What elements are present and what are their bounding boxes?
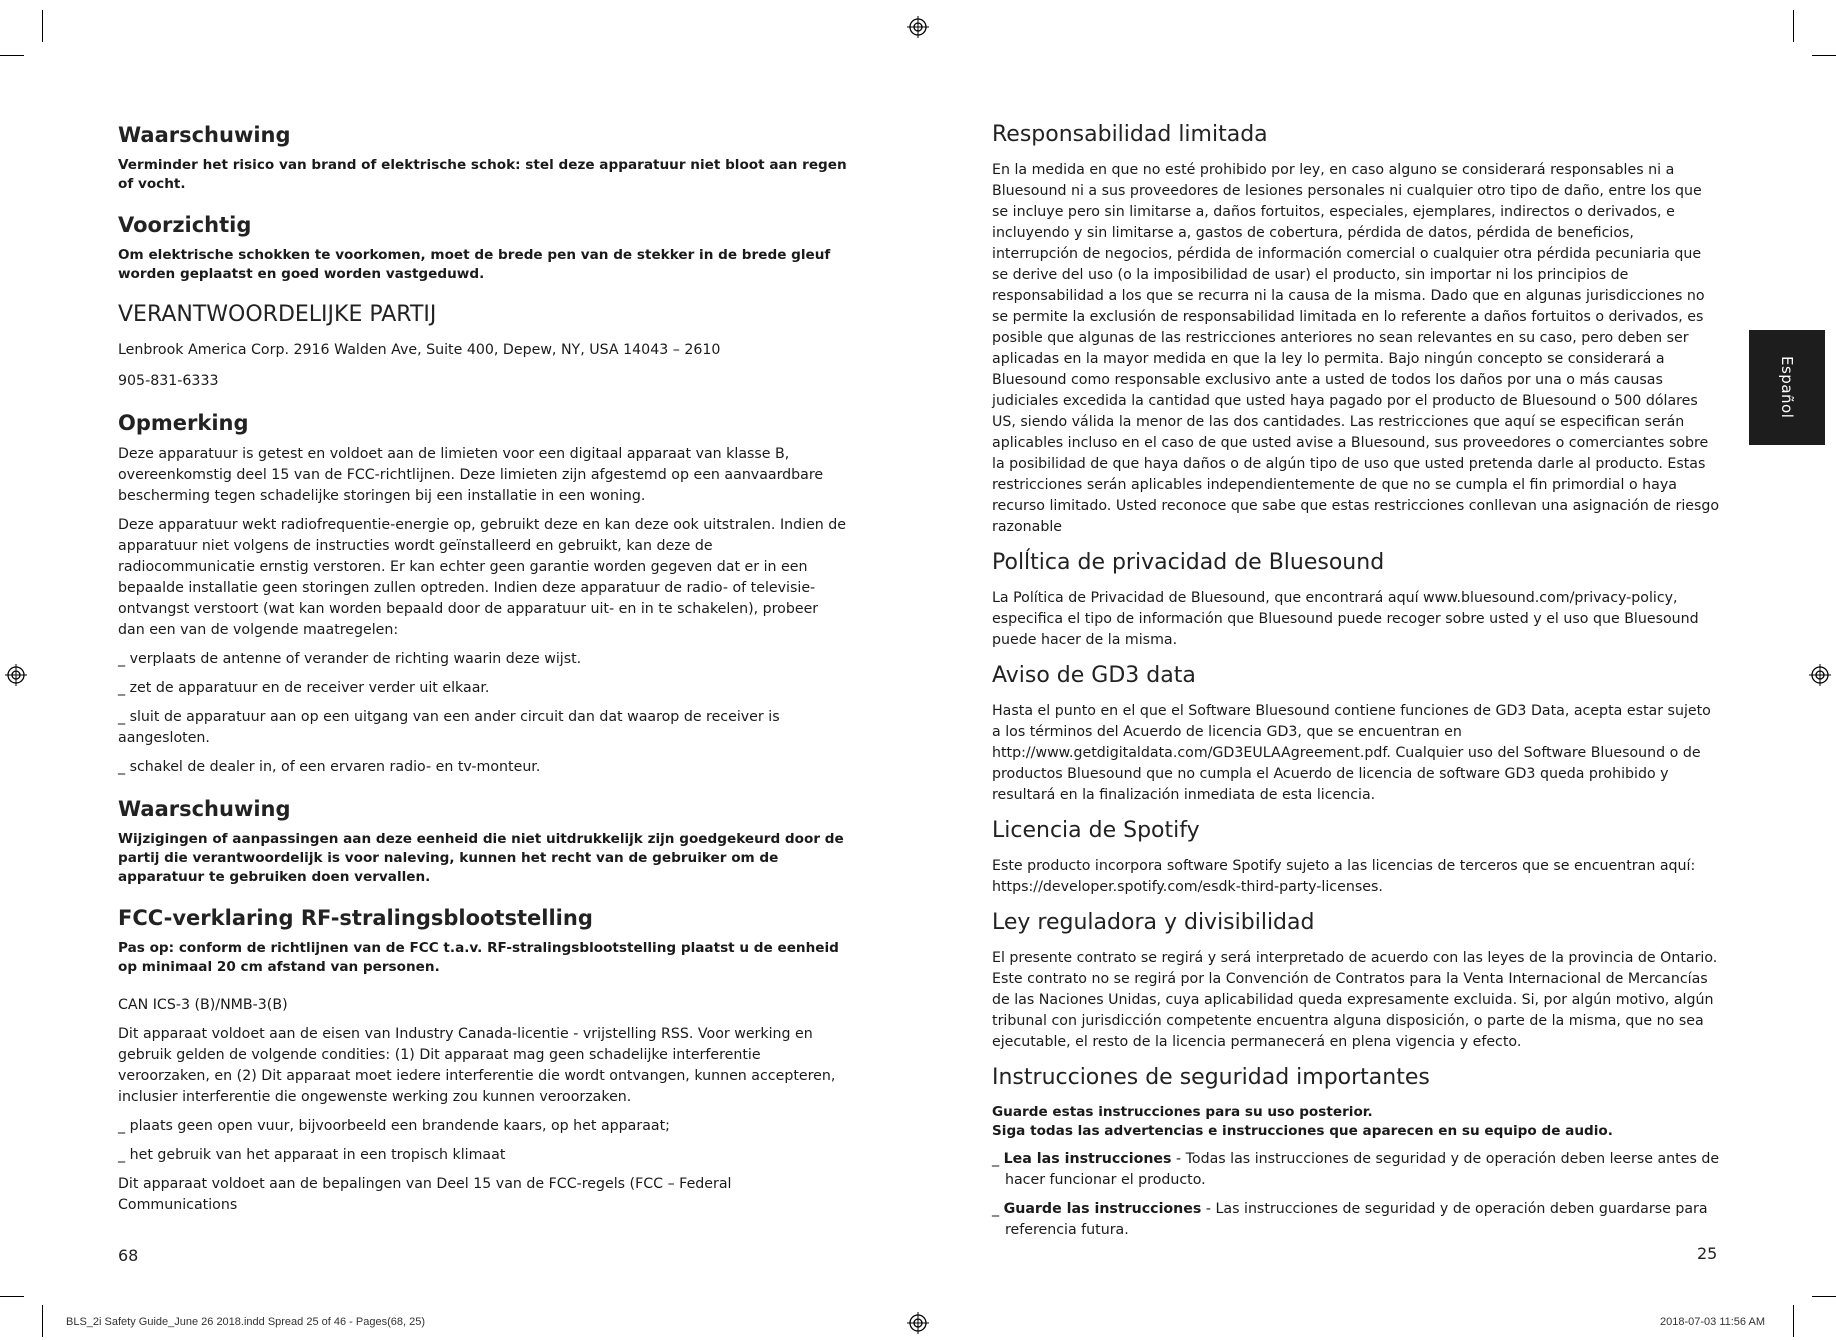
crop-mark [1793,1305,1794,1337]
liability-heading: Responsabilidad limitada [992,122,1268,147]
crop-mark [1793,10,1794,42]
note-heading: Opmerking [118,411,249,435]
caution-text: Om elektrische schokken te voorkomen, moet de brede pen van de stekker in de brede gleuf worden geplaatst en goed worden vastgeduwd. [118,247,831,282]
can-heading: CAN ICS-3 (B)/NMB-3(B) [118,997,288,1013]
law-heading: Ley reguladora y divisibilidad [992,910,1315,935]
crop-mark [42,10,43,42]
privacy-text: La Política de Privacidad de Bluesound, que encontrará aquí www.bluesound.com/privacy-policy, especifica el tipo de información que Bluesound puede recoger sobre usted y el uso que Bluesound puede hacer de la misma. [992,590,1699,648]
crop-mark [42,1305,43,1337]
fcc-heading: FCC-verklaring RF-stralingsblootstelling [118,906,593,930]
crop-mark [1812,1296,1836,1297]
page-number: 25 [1697,1244,1718,1263]
file-info: BLS_2i Safety Guide_June 26 2018.indd Spread 25 of 46 - Pages(68, 25) [66,1316,425,1328]
law-text: El presente contrato se regirá y será interpretado de acuerdo con las leyes de la provincia de Ontario. Este contrato no se regirá por la Convención de Contratos para la Venta Internacional de Mercancías de las Naciones Unidas, cuya aplicabilidad queda expresamente excluida. Si, por algún motivo, algún tribunal con jurisdicción competente encuentra alguna disposición, o parte de la misma, que no sea ejecutable, el resto de la licencia permanecerá en plena vigencia y efecto. [992,950,1718,1050]
note-list-item: _ verplaats de antenne of verander de richting waarin deze wijst. [118,651,582,667]
note-paragraph: Deze apparatuur wekt radiofrequentie-energie op, gebruikt deze en kan deze ook uitstralen. Indien de apparatuur niet volgens de instructies wordt geïnstalleerd en gebruikt, kan deze de radiocommunicatie ernstig verstoren. Er kan echter geen garantie worden gegeven dat er in een bepaalde installatie geen storingen zullen optreden. Indien deze apparatuur de radio- of televisie-ontvangst verstoort (wat kan worden bepaald door de apparatuur uit- en in te schakelen), probeer dan een van de volgende maatregelen: [118,517,847,638]
warning-heading: Waarschuwing [118,123,291,147]
safety-bold-line: Guarde estas instrucciones para su uso posterior. [992,1104,1373,1120]
language-tab [1749,330,1825,445]
safety-bold-line: Siga todas las advertencias e instrucciones que aparecen en su equipo de audio. [992,1123,1613,1139]
note-list-item: _ zet de apparatuur en de receiver verder uit elkaar. [118,680,490,696]
note-list-item: _ sluit de apparatuur aan op een uitgang van een ander circuit dan dat waarop de receiver is aangesloten. [118,709,780,746]
page-number: 68 [118,1246,139,1265]
safety-item-text: - Las instrucciones de seguridad y de operación deben guardarse para referencia futura. [1005,1201,1708,1238]
party-phone: 905-831-6333 [118,373,219,389]
spotify-heading: Licencia de Spotify [992,818,1200,843]
warning-text: Verminder het risico van brand of elektrische schok: stel deze apparatuur niet bloot aan regen of vocht. [118,157,847,192]
warning-heading: Waarschuwing [118,797,291,821]
can-list-item: _ het gebruik van het apparaat in een tropisch klimaat [118,1147,506,1163]
liability-text: En la medida en que no esté prohibido por ley, en caso alguno se considerará responsables ni a Bluesound ni a sus proveedores de lesiones personales ni cualquier otro tipo de daño, entre los que se incluye pero sin limitarse a, daños fortuitos, especiales, ejemplares, indirectos o derivados, e incluyendo y sin limitarse a, gastos de cobertura, pérdida de datos, pérdida de beneficios, interrupción de negocios, pérdida de información comercial o cualquier otra pérdida pecuniaria que se derive del uso (o la imposibilidad de usar) el producto, sin importar ni los principios de responsabilidad a los que se recurra ni la causa de la misma. Dado que en algunas jurisdicciones no se permite la exclusión de responsabilidad limitada en lo referente a daños fortuitos o derivados, es posible que algunas de las restricciones anteriores no sean relevantes en su caso, pero deben ser aplicadas en la mayor medida en que la ley lo permita. Bajo ningún concepto se considerará a Bluesound como responsable exclusivo ante a usted de todos los daños por una o más causas judiciales excedida la cantidad que usted haya pagado por el producto de Bluesound o 500 dólares US, siendo válida la menor de las dos cantidades. Las restricciones que aquí se especifican serán aplicables incluso en el caso de que usted avise a Bluesound, sus proveedores o comerciantes sobre la posibilidad de que haya daños o de algún tipo de uso que usted pretenda darle al producto. Estas restricciones serán aplicables independientemente de que no se cumpla el fin primordial o haya recurso limitado. Usted reconoce que sabe que estas restricciones conllevan una asignación de riesgo razonable [992,162,1720,535]
can-list-item: _ plaats geen open vuur, bijvoorbeeld een brandende kaars, op het apparaat; [118,1118,670,1134]
can-paragraph: Dit apparaat voldoet aan de eisen van Industry Canada-licentie - vrijstelling RSS. Voor werking en gebruik gelden de volgende condities: (1) Dit apparaat mag geen schadelijke interferentie veroorzaken, en (2) Dit apparaat moet iedere interferentie die wordt ontvangen, kunnen accepteren, inclusier interferentie die ongewenste werking zou kunnen veroorzaken. [118,1026,836,1105]
safety-list-item: _ Guarde las instrucciones - Las instrucciones de seguridad y de operación deben guardarse para referencia futura. [992,1201,1708,1238]
warning-text: Wijzigingen of aanpassingen aan deze eenheid die niet uitdrukkelijk zijn goedgekeurd door de partij die verantwoordelijk is voor naleving, kunnen het recht van de gebruiker om de apparatuur te gebruiken doen vervallen. [118,831,844,885]
registration-mark-icon [5,664,27,686]
party-address: Lenbrook America Corp. 2916 Walden Ave, Suite 400, Depew, NY, USA 14043 – 2610 [118,342,721,358]
safety-heading: Instrucciones de seguridad importantes [992,1065,1430,1090]
fcc-text: Pas op: conform de richtlijnen van de FCC t.a.v. RF-stralingsblootstelling plaatst u de eenheid op minimaal 20 cm afstand van personen. [118,940,839,975]
crop-mark [0,55,24,56]
safety-item-lead: Lea las instrucciones [1003,1151,1172,1167]
right-page [992,122,1720,1241]
registration-mark-icon [907,16,929,38]
safety-item-text: - Todas las instrucciones de seguridad y de operación deben leerse antes de hacer funcionar el producto. [1005,1151,1720,1188]
left-page [118,122,848,1216]
safety-list-item: _ Lea las instrucciones - Todas las instrucciones de seguridad y de operación deben leerse antes de hacer funcionar el producto. [992,1151,1720,1188]
caution-heading: Voorzichtig [118,213,252,237]
safety-item-lead: Guarde las instrucciones [1003,1201,1202,1217]
responsible-party-heading: VERANTWOORDELIJKE PARTIJ [118,302,437,327]
note-paragraph: Deze apparatuur is getest en voldoet aan de limieten voor een digitaal apparaat van klasse B, overeenkomstig deel 15 van de FCC-richtlijnen. Deze limieten zijn afgestemd op een aanvaardbare bescherming tegen schadelijke storingen bij een installatie in een woning. [118,446,824,504]
crop-mark [0,1296,24,1297]
note-list-item: _ schakel de dealer in, of een ervaren radio- en tv-monteur. [118,759,541,775]
can-paragraph: Dit apparaat voldoet aan de bepalingen van Deel 15 van de FCC-regels (FCC – Federal Communications [118,1176,732,1213]
gd3-heading: Aviso de GD3 data [992,663,1196,688]
spotify-text: Este producto incorpora software Spotify sujeto a las licencias de terceros que se encuentran aquí: https://developer.spotify.com/esdk-third-party-licenses. [992,858,1696,895]
language-tab-label: Español [1778,356,1796,419]
gd3-text: Hasta el punto en el que el Software Bluesound contiene funciones de GD3 Data, acepta estar sujeto a los términos del Acuerdo de licencia GD3, que se encuentran en http://www.getdigitaldata.com/GD3EULAAgreement.pdf. Cualquier uso del Software Bluesound o de productos Bluesound que no cumpla el Acuerdo de licencia de software GD3 queda prohibido y resultará en la finalización inmediata de esta licencia. [992,703,1711,803]
registration-mark-icon [907,1312,929,1334]
timestamp: 2018-07-03 11:56 AM [1660,1316,1765,1328]
registration-mark-icon [1809,664,1831,686]
privacy-heading: Polĺtica de privacidad de Bluesound [992,550,1385,575]
crop-mark [1812,55,1836,56]
